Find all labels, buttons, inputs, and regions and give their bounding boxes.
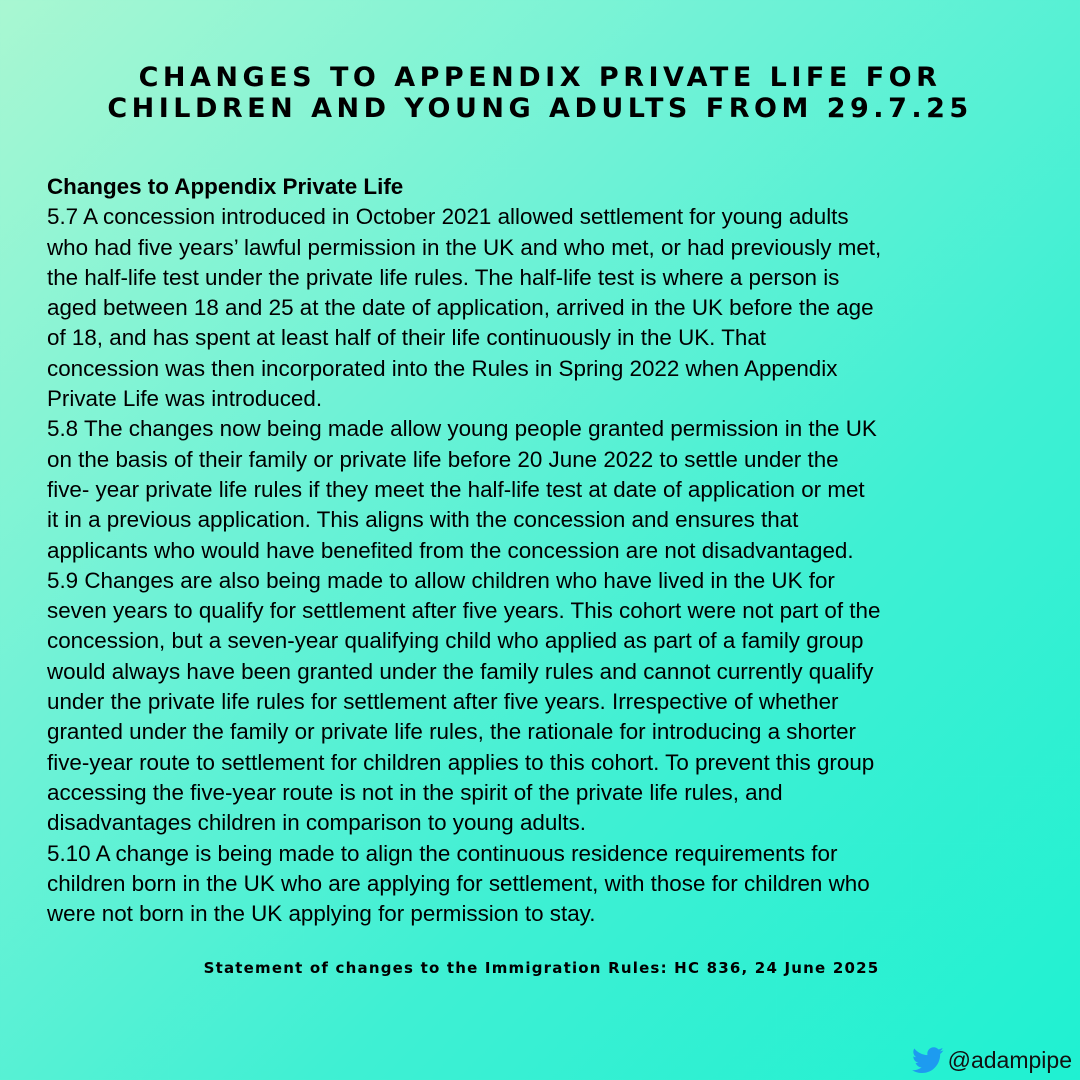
body-line: five- year private life rules if they meet the half-life test at date of application or met <box>47 476 865 502</box>
body-line: 5.9 Changes are also being made to allow children who have lived in the UK for <box>47 567 835 593</box>
title-line-1: CHANGES TO APPENDIX PRIVATE LIFE FOR <box>138 62 942 93</box>
body-line: accessing the five-year route is not in the spirit of the private life rules, and <box>47 779 783 805</box>
body-line: concession was then incorporated into the Rules in Spring 2022 when Appendix <box>47 355 838 381</box>
body-line: were not born in the UK applying for permission to stay. <box>47 901 596 927</box>
social-handle <box>912 1047 1072 1074</box>
body-line: granted under the family or private life rules, the rationale for introducing a shorter <box>47 719 856 745</box>
body-line: would always have been granted under the family rules and cannot currently qualify <box>47 658 874 684</box>
body-text <box>47 172 1047 929</box>
body-line: applicants who would have benefited from the concession are not disadvantaged. <box>47 537 854 563</box>
body-line: concession, but a seven-year qualifying child who applied as part of a family group <box>47 628 864 654</box>
body-line: aged between 18 and 25 at the date of application, arrived in the UK before the age <box>47 295 874 321</box>
page-title <box>0 62 1080 124</box>
body-line: 5.8 The changes now being made allow young people granted permission in the UK <box>47 416 877 442</box>
body-line: 5.10 A change is being made to align the continuous residence requirements for <box>47 840 838 866</box>
body-line: under the private life rules for settlement after five years. Irrespective of whether <box>47 689 839 715</box>
title-line-2: CHILDREN AND YOUNG ADULTS FROM 29.7.25 <box>107 93 973 124</box>
body-line: the half-life test under the private life rules. The half-life test is where a person is <box>47 264 840 290</box>
body-line: of 18, and has spent at least half of their life continuously in the UK. That <box>47 325 767 351</box>
handle-text: @adampipe <box>947 1047 1072 1073</box>
source-citation: Statement of changes to the Immigration Rules: HC 836, 24 June 2025 <box>203 959 880 977</box>
body-line: five-year route to settlement for children applies to this cohort. To prevent this group <box>47 749 875 775</box>
body-line: who had five years’ lawful permission in the UK and who met, or had previously met, <box>47 234 882 260</box>
body-line: 5.7 A concession introduced in October 2021 allowed settlement for young adults <box>47 204 849 230</box>
body-line: it in a previous application. This aligns with the concession and ensures that <box>47 507 799 533</box>
body-line: disadvantages children in comparison to young adults. <box>47 810 586 836</box>
twitter-bird-icon <box>912 1047 944 1074</box>
body-line: on the basis of their family or private life before 20 June 2022 to settle under the <box>47 446 839 472</box>
body-line: children born in the UK who are applying for settlement, with those for children who <box>47 870 870 896</box>
section-heading: Changes to Appendix Private Life <box>47 174 404 199</box>
body-line: Private Life was introduced. <box>47 386 323 412</box>
body-line: seven years to qualify for settlement after five years. This cohort were not part of the <box>47 598 881 624</box>
